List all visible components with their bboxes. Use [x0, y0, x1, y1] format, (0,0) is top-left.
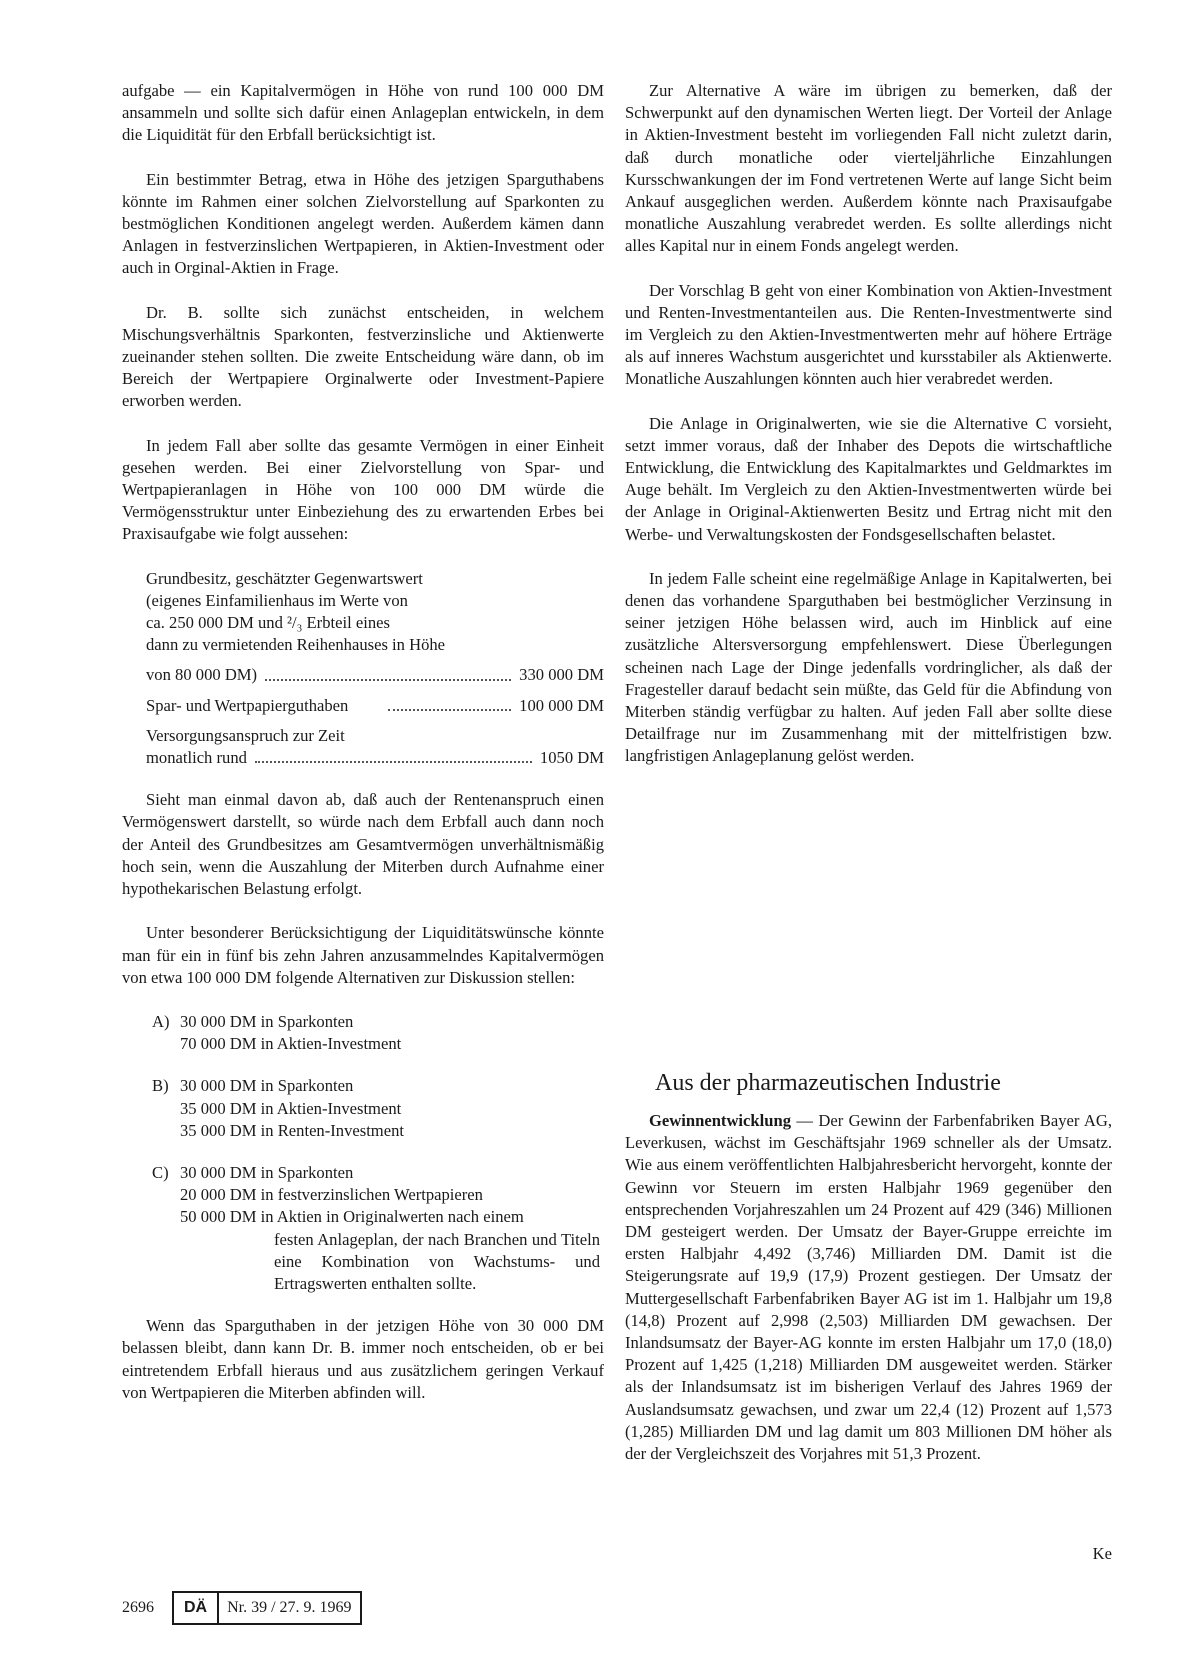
issue-label: Nr. 39 / 27. 9. 1969: [227, 1599, 352, 1616]
alternative-line: 30 000 DM in Sparkonten: [180, 1076, 354, 1096]
alternative-key: C): [152, 1162, 169, 1182]
article-body: — Der Gewinn der Farbenfabriken Bayer AG, Leverkusen, wächst im Geschäftsjahr 1969 schneller als der Umsatz. Wie aus einem veröffentlichten Halbjahresbericht hervorgeht, konnte der Gewinn vor Steuern im ersten Halbjahr 1969 gegenüber den entsprechenden Vorjahreszahlen um 24 Prozent auf 429 (346) Millionen DM gesteigert werden. Der Umsatz der Bayer-Gruppe erreichte im ersten Halbjahr 4,492 (3,746) Milliarden DM. Damit ist die Steigerungsrate auf 19,9 (17,9) Prozent gestiegen. Der Umsatz der Muttergesellschaft Farbenfabriken Bayer AG ist im 1. Halbjahr um 19,8 (14,8) Prozent auf 2,998 (2,503) Milliarden DM gewachsen. Der Inlandsumsatz der Bayer-AG konnte im ersten Halbjahr um 17,0 (18,0) Prozent auf 1,425 (1,218) Milliarden DM ausgeweitet werden. Stärker als der Inlandsumsatz ist im bisherigen Verlauf des Jahres 1969 der Auslandsumsatz gewachsen, und zwar um 22,4 (12) Prozent auf 1,573 (1,285) Milliarden DM und lag damit um 803 Millionen DM höher als der der Vergleichszeit des Vorjahres mit 51,3 Prozent.: [625, 1111, 1112, 1464]
asset-value: 100 000 DM: [519, 695, 604, 715]
news-article: [625, 1110, 1112, 1465]
article-paragraph: [625, 1110, 1112, 1465]
pension-value: 1050 DM: [539, 748, 604, 768]
alternative-a: [152, 1011, 604, 1055]
asset-list: [146, 568, 604, 770]
asset-label: Spar- und Wertpapierguthaben: [146, 695, 349, 715]
body-paragraph: Wenn das Sparguthaben in der jetzigen Höhe von 30 000 DM belassen bleibt, dann kann Dr. B. immer noch entscheiden, ob er bei eintretendem Erbfall hieraus und aus zusätzlichem geringen Verkauf von Wertpapieren die Miterben abfinden will.: [122, 1316, 604, 1402]
body-paragraph: In jedem Fall aber sollte das gesamte Vermögen in einer Einheit gesehen werden. Bei einer Zielvorstellung von Spar- und Wertpapieranlagen in Höhe von 100 000 DM würde die Vermögensstruktur unter Einbeziehung des zu erwartenden Erbes bei Praxisaufgabe wie folgt aussehen:: [122, 435, 604, 544]
asset-intro-line: Grundbesitz, geschätzter Gegenwartswert: [146, 568, 423, 588]
page-footer: [122, 1592, 362, 1624]
body-paragraph: Sieht man einmal davon ab, daß auch der Rentenanspruch einen Vermögenswert darstellt, so würde nach dem Erbfall auch dann noch der Anteil des Grundbesitzes am Gesamtvermögen unverhältnismäßig hoch sein, wenn die Auszahlung der Miterben durch Aufnahme einer hypothekarischen Belastung erfolgt.: [122, 790, 604, 899]
body-paragraph: Unter besonderer Berücksichtigung der Liquiditätswünsche könnte man für ein in fünf bis zehn Jahren anzusammelndes Kapitalvermögen von etwa 100 000 DM folgende Alternativen zur Diskussion stellen:: [122, 923, 604, 987]
body-paragraph: Zur Alternative A wäre im übrigen zu bemerken, daß der Schwerpunkt auf den dynamischen Werten liegt. Der Vorteil der Anlage in Aktien-Investment besteht im vorliegenden Fall nicht zuletzt darin, daß durch monatliche oder vierteljährliche Einzahlungen Kursschwankungen der im Fond vertretenen Werte auf lange Sicht beim Ankauf ausgeglichen werden. Außerdem könnte nach Praxisaufgabe monatliche Auszahlung verabredet werden. Es sollte allerdings nicht alles Kapital nur in einem Fonds angelegt werden.: [625, 81, 1112, 256]
leader-dots: [265, 664, 511, 680]
asset-intro-line: dann zu vermietenden Reihenhauses in Höhe: [146, 635, 446, 655]
asset-intro-line: (eigenes Einfamilienhaus im Werte von: [146, 590, 408, 610]
left-column: [122, 80, 604, 1426]
body-paragraph: Ein bestimmter Betrag, etwa in Höhe des jetzigen Sparguthabens könnte im Rahmen einer solchen Zielvorstellung auf Sparkonten zu bestmöglichen Konditionen angelegt werden. Außerdem kämen dann Anlagen in festverzinslichen Wertpapieren, in Aktien-Investment oder auch in Orginal-Aktien in Frage.: [122, 169, 604, 278]
alternative-line: 70 000 DM in Aktien-Investment: [180, 1034, 402, 1054]
alternative-line: 50 000 DM in Aktien in Originalwerten nach einem: [180, 1207, 524, 1227]
body-paragraph: Die Anlage in Originalwerten, wie sie die Alternative C vorsieht, setzt immer voraus, daß der Inhaber des Depots die wirtschaftliche Entwicklung, die Entwicklung des Kapitalmarktes und Geldmarktes im Auge behält. Im Vergleich zu den Aktien-Investmentwerten würde bei der Anlage in Original-Aktienwerten Besitz und Ertrag nicht mit den Werbe- und Verwaltungskosten der Fondsgesellschaften belastet.: [625, 413, 1112, 544]
alternative-c: [152, 1162, 604, 1295]
journal-logo: DÄ: [174, 1593, 219, 1623]
section-heading: Aus der pharmazeutischen Industrie: [655, 1069, 1001, 1096]
author-signature: Ke: [1092, 1544, 1112, 1563]
body-paragraph: Der Vorschlag B geht von einer Kombination von Aktien-Investment und Renten-Investmentanteilen aus. Die Renten-Investmentwerte sind im Vergleich zu den Aktien-Investmentwerten mehr auf höhere Erträge als auf inneres Wachstum ausgerichtet und kursstabiler als Aktienwerte. Monatliche Auszahlungen könnten auch hier verabredet werden.: [625, 280, 1112, 389]
alternative-line: 20 000 DM in festverzinslichen Wertpapieren: [180, 1185, 483, 1205]
pension-row: [146, 747, 604, 769]
alternative-key: B): [152, 1076, 169, 1096]
masthead-box: [172, 1591, 362, 1625]
pension-label: Versorgungsanspruch zur Zeit: [146, 725, 345, 745]
alternative-line: 35 000 DM in Aktien-Investment: [180, 1098, 402, 1118]
asset-row: [146, 695, 604, 717]
asset-label: von 80 000 DM): [146, 665, 258, 685]
body-paragraph: In jedem Falle scheint eine regelmäßige Anlage in Kapitalwerten, bei denen das vorhandene Sparguthaben bei bestmöglicher Verzinsung in seiner jetzigen Höhe belassen wird, auch im Hinblick auf eine zusätzliche Altersversorgung empfehlenswert. Diese Überlegungen scheinen nach Lage der Dinge jedenfalls vordringlicher, als daß der Fragesteller darauf bedacht sein müßte, das Geld für die Abfindung von Miterben ständig verfügbar zu halten. Auf jeden Fall aber sollte diese Detailfrage nur im Zusammenhang mit der mittelfristigen bzw. langfristigen Anlageplanung gelöst werden.: [625, 568, 1112, 766]
alternative-key: A): [152, 1011, 170, 1031]
alternative-b: [152, 1075, 604, 1142]
asset-intro-line: ca. 250 000 DM und ²/₃ Erbteil eines: [146, 613, 390, 633]
body-paragraph: Dr. B. sollte sich zunächst entscheiden, in welchem Mischungsverhältnis Sparkonten, festverzinsliche und Aktienwerte zueinander stehen sollten. Die zweite Entscheidung wäre dann, ob im Bereich der Wertpapiere Orginalwerte oder Investment-Papiere erworben werden.: [122, 302, 604, 411]
alternative-line: 30 000 DM in Sparkonten: [180, 1162, 354, 1182]
article-lead: Gewinnentwicklung: [649, 1111, 791, 1130]
alternative-line: 35 000 DM in Renten-Investment: [180, 1120, 404, 1140]
leader-dots: [255, 747, 532, 763]
leader-dots: [388, 695, 511, 711]
alternative-line: festen Anlageplan, der nach Branchen und Titeln eine Kombination von Wachstums- und Ertragswerten enthalten sollte.: [274, 1229, 600, 1293]
right-column: [625, 80, 1112, 790]
alternative-line: 30 000 DM in Sparkonten: [180, 1011, 354, 1031]
pension-label-2: monatlich rund: [146, 748, 247, 768]
asset-value: 330 000 DM: [519, 665, 604, 685]
page-number: 2696: [122, 1599, 154, 1616]
asset-row: [146, 664, 604, 686]
body-paragraph: aufgabe — ein Kapitalvermögen in Höhe von rund 100 000 DM ansammeln und sollte sich dafür einen Anlageplan entwickeln, in dem die Liquidität für den Erbfall berücksichtigt ist.: [122, 81, 604, 145]
